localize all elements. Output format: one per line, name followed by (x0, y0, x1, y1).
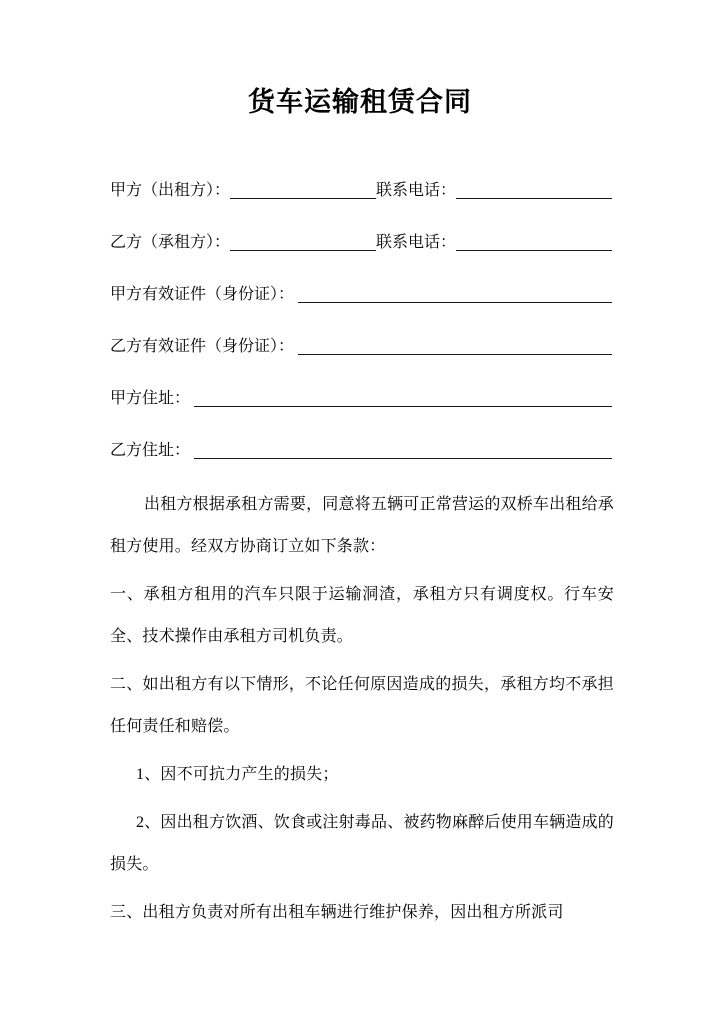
label-party-b-phone: 联系电话： (376, 234, 457, 251)
form-row-party-b-id (110, 334, 612, 386)
form-row-party-a-id (110, 282, 612, 334)
contract-body (110, 484, 614, 940)
clause-two-item-1: 1、因不可抗力产生的损失； (136, 766, 339, 783)
page-title: 货车运输租赁合同 (248, 87, 472, 117)
label-party-b-id: 乙方有效证件（身份证）： (110, 338, 295, 355)
input-party-b-id[interactable] (298, 334, 612, 355)
input-party-a-address[interactable] (194, 386, 612, 407)
form-row-party-a-address (110, 386, 612, 438)
input-party-b-name[interactable] (230, 230, 376, 251)
form-row-party-a (110, 178, 612, 230)
label-party-a-address: 甲方住址： (110, 390, 191, 407)
input-party-b-phone[interactable] (456, 230, 612, 251)
input-party-a-id[interactable] (298, 282, 612, 303)
party-information-form (110, 178, 612, 490)
label-party-a-phone: 联系电话： (376, 182, 457, 199)
label-party-b: 乙方（承租方）： (110, 234, 231, 251)
input-party-a-name[interactable] (230, 178, 376, 199)
label-party-a: 甲方（出租方）： (110, 182, 231, 199)
clause-two: 二、如出租方有以下情形，不论任何原因造成的损失，承租方均不承担任何责任和赔偿。 (110, 676, 614, 735)
clause-two-item-2: 2、因出租方饮酒、饮食或注射毒品、被药物麻醉后使用车辆造成的损失。 (110, 814, 615, 873)
clause-one: 一、承租方租用的汽车只限于运输洞渣，承租方只有调度权。行车安全、技术操作由承租方司机负责。 (110, 586, 614, 645)
clause-three-truncated: 三、出租方负责对所有出租车辆进行维护保养，因出租方所派司 (110, 904, 564, 921)
form-row-party-b-address (110, 438, 612, 490)
input-party-a-phone[interactable] (456, 178, 612, 199)
label-party-a-id: 甲方有效证件（身份证）： (110, 286, 295, 303)
form-row-party-b (110, 230, 612, 282)
paragraph-preamble: 出租方根据承租方需要，同意将五辆可正常营运的双桥车出租给承租方使用。经双方协商订立如下条款： (110, 496, 614, 555)
input-party-b-address[interactable] (194, 438, 612, 459)
label-party-b-address: 乙方住址： (110, 442, 191, 459)
